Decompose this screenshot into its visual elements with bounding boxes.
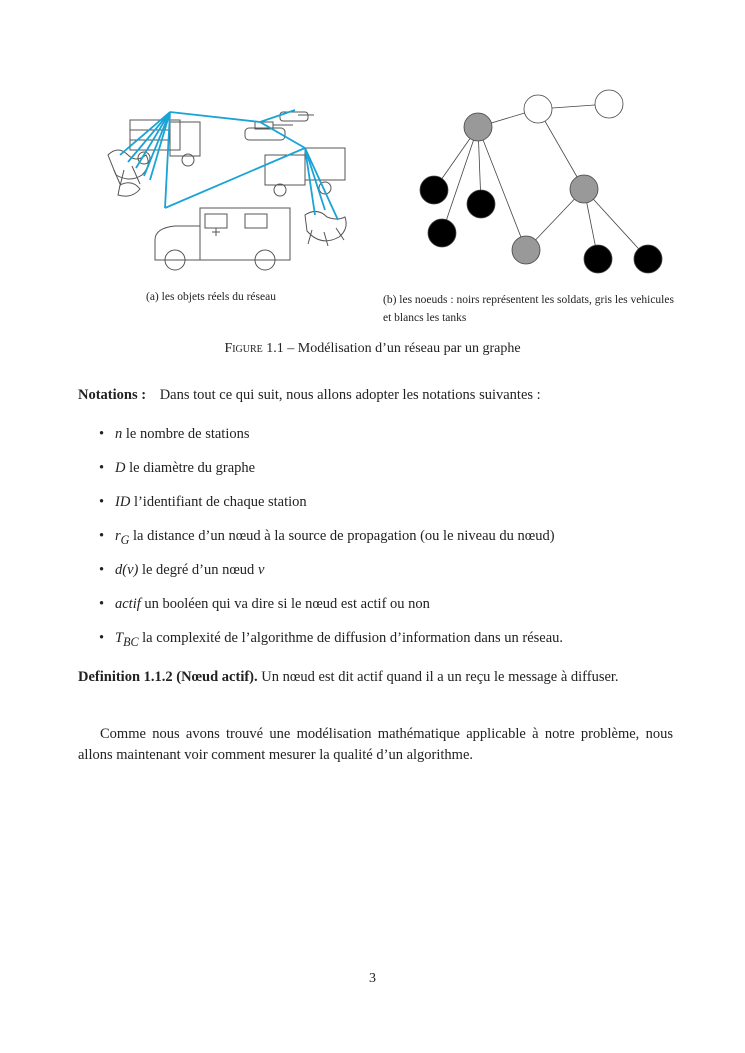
item-text: l’identifiant de chaque station xyxy=(130,494,307,510)
node-gray-2 xyxy=(570,175,598,203)
math-symbol: ID xyxy=(115,494,131,510)
node-gray-root xyxy=(464,113,492,141)
figure-label: Figure 1.1 xyxy=(224,341,284,356)
definition-block xyxy=(78,667,673,688)
caption-a: (a) les objets réels du réseau xyxy=(146,291,276,303)
figure-title: – Modélisation d’un réseau par un graphe xyxy=(283,341,521,356)
list-item xyxy=(78,560,563,594)
notations-intro-text: Dans tout ce qui suit, nous allons adopter les notations suivantes : xyxy=(159,387,541,403)
caption-b: (b) les noeuds : noirs représentent les soldats, gris les vehicules et blancs les tanks xyxy=(383,294,674,324)
figure-caption xyxy=(0,341,745,357)
truck-right-illustration xyxy=(265,148,345,196)
math-symbol: actif xyxy=(115,596,141,612)
notations-intro xyxy=(78,387,541,404)
notations-list xyxy=(78,424,563,662)
figure-a-network-objects xyxy=(100,100,350,280)
node-black-2 xyxy=(467,190,495,218)
body-paragraph: Comme nous avons trouvé une modélisation mathématique applicable à notre problème, nous allons maintenant voir comment mesurer la qualité d’un algorithme. xyxy=(78,726,673,763)
math-symbol: T xyxy=(115,630,124,646)
list-item xyxy=(78,526,563,560)
node-black-4 xyxy=(584,245,612,273)
item-text: le diamètre du graphe xyxy=(125,460,256,476)
definition-title: (Nœud actif). xyxy=(176,669,258,685)
math-symbol: d(v) xyxy=(115,562,139,578)
list-item xyxy=(78,424,563,458)
node-black-3 xyxy=(428,219,456,247)
math-subscript: BC xyxy=(123,634,139,649)
node-white-2 xyxy=(595,90,623,118)
item-text: la distance d’un nœud à la source de propagation (ou le niveau du nœud) xyxy=(129,528,555,544)
page-number: 3 xyxy=(369,971,376,986)
node-black-5 xyxy=(634,245,662,273)
math-subscript: G xyxy=(120,532,130,547)
math-symbol: v xyxy=(257,562,265,578)
soldiers-right-illustration xyxy=(305,211,346,246)
list-item xyxy=(78,458,563,492)
definition-text: Un nœud est dit actif quand il a un reçu le message à diffuser. xyxy=(257,669,619,685)
math-symbol: n xyxy=(115,426,123,442)
math-symbol: D xyxy=(115,460,126,476)
list-item xyxy=(78,628,563,662)
math-symbol: r xyxy=(115,528,121,544)
node-gray-3 xyxy=(512,236,540,264)
figure-b-graph xyxy=(380,82,680,278)
node-white-1 xyxy=(524,95,552,123)
item-text: le degré d’un nœud xyxy=(138,562,258,578)
item-text: un booléen qui va dire si le nœud est actif ou non xyxy=(140,596,430,612)
jeep-illustration xyxy=(155,208,290,270)
node-black-1 xyxy=(420,176,448,204)
item-text: la complexité de l’algorithme de diffusion d’information dans un réseau. xyxy=(138,630,564,646)
list-item xyxy=(78,594,563,628)
definition-label: Definition 1.1.2 xyxy=(78,669,173,685)
notations-heading: Notations : xyxy=(78,387,147,403)
list-item xyxy=(78,492,563,526)
item-text: le nombre de stations xyxy=(122,426,250,442)
